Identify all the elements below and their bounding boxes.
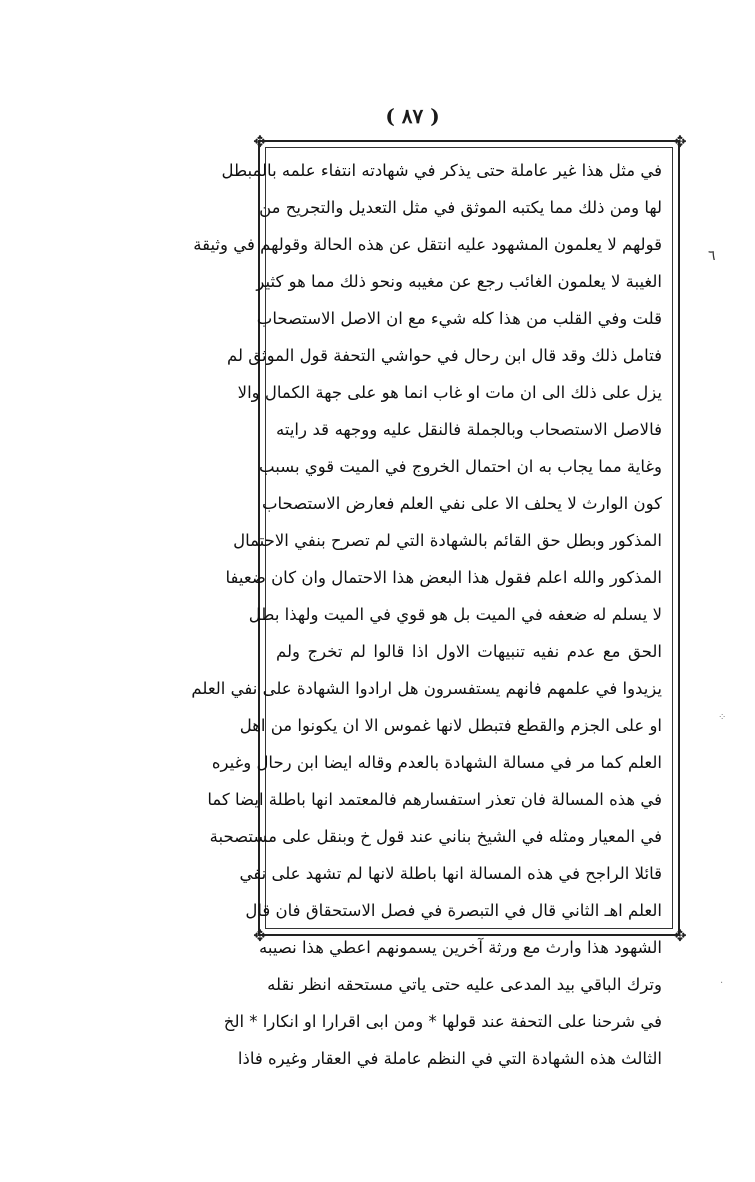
text-line: المذكور والله اعلم فقول هذا البعض هذا الاحتمال وان كان ضعيفا <box>225 568 662 587</box>
body-text <box>191 148 668 1068</box>
text-line: لا يسلم له ضعفه في الميت بل هو قوي في الميت ولهذا بطل <box>248 605 662 624</box>
frame-corner-ornament: ✥ <box>673 132 687 151</box>
text-line: فالاصل الاستصحاب وبالجملة فالنقل عليه ووجهه قد رايته <box>276 420 662 439</box>
text-line: وغاية مما يجاب به ان احتمال الخروج في الميت قوي بسبب <box>259 457 662 476</box>
text-line: العلم اهـ الثاني قال في التبصرة في فصل الاستحقاق فان قال <box>245 901 662 920</box>
text-line: المذكور وبطل حق القائم بالشهادة التي لم تصرح بنفي الاحتمال <box>233 531 662 550</box>
text-line: قلت وفي القلب من هذا كله شيء مع ان الاصل الاستصحاب <box>256 309 662 328</box>
text-line: في المعيار ومثله في الشيخ بناني عند قول خ وبنقل على مستصحبة <box>209 827 662 846</box>
text-line: لها ومن ذلك مما يكتبه الموثق في مثل التعديل والتجريح من <box>259 198 662 217</box>
text-line: قولهم لا يعلمون المشهود عليه انتقل عن هذه الحالة وقولهم في وثيقة <box>193 235 662 254</box>
text-line: في هذه المسالة فان تعذر استفسارهم فالمعتمد انها باطلة ايضا كما <box>207 790 662 809</box>
text-line: الثالث هذه الشهادة التي في النظم عاملة في العقار وغيره فاذا <box>237 1049 662 1068</box>
text-line: وترك الباقي بيد المدعى عليه حتى ياتي مستحقه انظر نقله <box>267 975 662 994</box>
frame-corner-ornament: ✥ <box>673 926 687 945</box>
margin-note: ٦ <box>708 248 716 264</box>
text-line: يزيدوا في علمهم فانهم يستفسرون هل ارادوا الشهادة على نفي العلم <box>191 679 662 698</box>
text-line: قائلا الراجح في هذه المسالة انها باطلة لانها لم تشهد على نفي <box>239 864 662 883</box>
speck-mark: ⁘ <box>718 712 727 723</box>
text-line: فتامل ذلك وقد قال ابن رحال في حواشي التحفة قول الموثق لم <box>227 346 662 365</box>
frame-corner-ornament: ✥ <box>253 132 267 151</box>
text-line: الحق مع عدم نفيه تنبيهات الاول اذا قالوا لم تخرج ولم <box>276 642 662 661</box>
text-line: الشهود هذا وارث مع ورثة آخرين يسمونهم اعطي هذا نصيبه <box>259 938 662 957</box>
text-line: العلم كما مر في مسالة الشهادة بالعدم وقاله ايضا ابن رحال وغيره <box>211 753 662 772</box>
speck-mark: · <box>720 978 724 989</box>
text-line: الغيبة لا يعلمون الغائب رجع عن مغيبه ونحو ذلك مما هو كثير <box>256 272 662 291</box>
text-line: في شرحنا على التحفة عند قولها * ومن ابى اقرارا او انكارا * الخ <box>223 1012 662 1031</box>
text-line: يزل على ذلك الى ان مات او غاب انما هو على جهة الكمال والا <box>237 383 662 402</box>
text-line: في مثل هذا غير عاملة حتى يذكر في شهادته انتفاء علمه بالمبطل <box>221 161 662 180</box>
text-line: او على الجزم والقطع فتبطل لانها غموس الا ان يكونوا من اهل <box>239 716 662 735</box>
text-line: كون الوارث لا يحلف الا على نفي العلم فعارض الاستصحاب <box>262 494 662 513</box>
frame-corner-ornament: ✥ <box>253 926 267 945</box>
page-number: ( ٨٧ ) <box>385 104 440 128</box>
